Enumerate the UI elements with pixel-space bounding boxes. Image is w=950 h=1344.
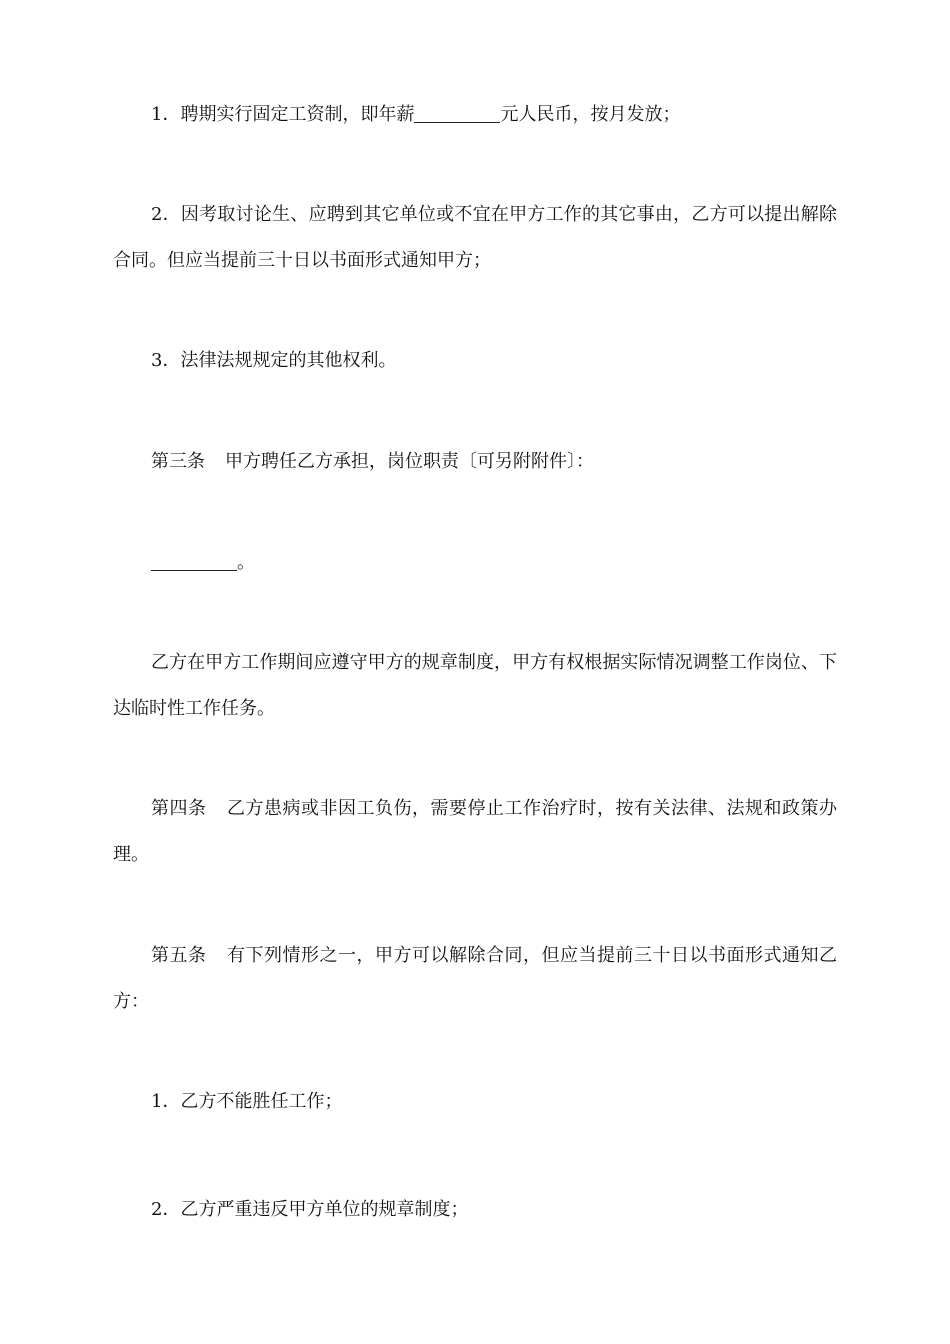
article-five — [113, 933, 837, 1025]
article-four — [113, 786, 837, 878]
rules-compliance-paragraph — [113, 640, 837, 732]
resignation-clause-text: 2．因考取讨论生、应聘到其它单位或不宜在甲方工作的其它事由，乙方可以提出解除合同。但应当提前三十日以书面形式通知甲方； — [113, 204, 837, 271]
duties-blank-line — [113, 540, 837, 586]
salary-clause-before: 1．聘期实行固定工资制，即年薪 — [151, 104, 415, 125]
termination-reason-two-text: 2．乙方严重违反甲方单位的规章制度； — [151, 1199, 469, 1220]
article-three-text: 甲方聘任乙方承担，岗位职责〔可另附附件〕： — [225, 451, 594, 472]
rules-compliance-text: 乙方在甲方工作期间应遵守甲方的规章制度，甲方有权根据实际情况调整工作岗位、下达临时性工作任务。 — [113, 652, 837, 719]
termination-reason-one — [113, 1079, 837, 1125]
duties-blank — [151, 552, 237, 571]
article-three — [113, 439, 837, 485]
other-rights-clause-text: 3．法律法规规定的其他权利。 — [151, 350, 397, 371]
article-four-text: 乙方患病或非因工负伤，需要停止工作治疗时，按有关法律、法规和政策办理。 — [113, 798, 837, 865]
termination-reason-one-text: 1．乙方不能胜任工作； — [151, 1091, 343, 1112]
resignation-clause — [113, 192, 837, 284]
article-five-text: 有下列情形之一，甲方可以解除合同，但应当提前三十日以书面形式通知乙方： — [113, 945, 837, 1012]
article-five-heading: 第五条 — [151, 945, 207, 966]
salary-blank — [414, 104, 500, 123]
termination-reason-two — [113, 1187, 837, 1233]
salary-clause-after: 元人民币，按月发放； — [500, 104, 681, 125]
other-rights-clause — [113, 338, 837, 384]
article-three-heading: 第三条 — [151, 451, 205, 472]
salary-clause — [113, 92, 837, 138]
article-four-heading: 第四条 — [151, 798, 207, 819]
duties-blank-end: 。 — [237, 552, 255, 573]
